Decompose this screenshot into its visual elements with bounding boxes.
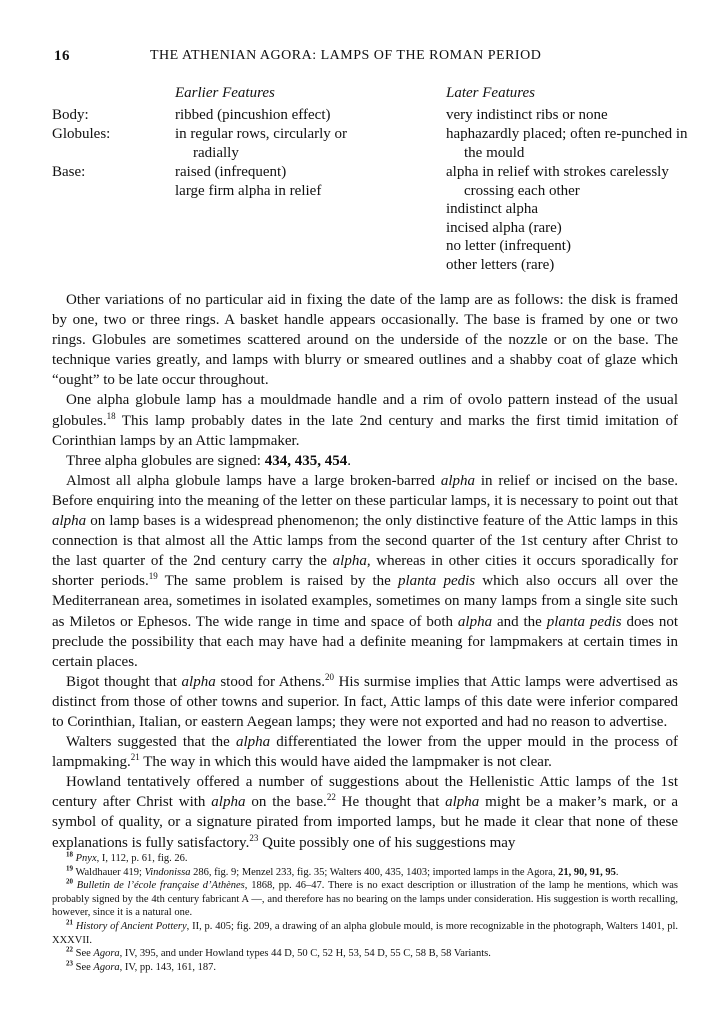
cell-line: ribbed (pincushion effect): [175, 107, 331, 123]
text-run: , II, p. 405; fig. 209, a drawing of an alpha globule mould, is more recognizable in the photograph, Walters 1401, pl. XXXVII.: [52, 920, 679, 946]
cell-line: very indistinct ribs or none: [446, 107, 608, 123]
text-run: stood for Athens.: [215, 673, 325, 690]
text-run: , IV, 395, and under Howland types 44 D, 50 C, 52 H, 53, 54 D, 55 C, 58 B, 58 Variants.: [119, 948, 491, 960]
catalogue-numbers: 21, 90, 91, 95: [558, 866, 616, 878]
footnote-number: 20: [66, 877, 73, 886]
footnote-ref[interactable]: 21: [130, 752, 140, 763]
footnote: [52, 879, 678, 920]
table-row-base: [52, 163, 682, 273]
cell-line: large firm alpha in relief: [175, 182, 322, 199]
text-run: Waldhauer 419;: [75, 866, 145, 878]
text-run: Howland tentatively offered a number of suggestions about the Hellenistic Attic lamps of the 1st century after Christ with: [52, 774, 678, 811]
italic-term: alpha: [52, 513, 87, 530]
row-label: Body:: [52, 107, 89, 123]
text-run: .: [615, 866, 619, 878]
earlier-cell: [175, 106, 445, 125]
footnote: [52, 920, 678, 947]
text-run: Quite possibly one of his suggestions may: [258, 834, 516, 851]
later-cell: [446, 125, 686, 162]
italic-term: alpha: [457, 613, 493, 630]
text-run: Walters suggested that the: [66, 734, 236, 751]
footnote: [52, 866, 678, 880]
table-header-row: [52, 84, 682, 106]
text-run: Three alpha globules are signed:: [66, 452, 265, 469]
cell-line: incised alpha (rare): [446, 219, 562, 236]
text-run: The way in which this would have aided the lampmaker is not clear.: [139, 754, 552, 771]
text-run: This lamp probably dates in the late 2nd century and marks the first timid imitation of Corinthian lamps by an Attic lampmaker.: [52, 412, 678, 449]
text-run: on lamp bases is a widespread phenomenon; the only distinctive feature of the Attic lamps in this connection is that almost all the Attic lamps from the second quarter of the 1st century after Christ to the last quarter of the 2nd century carry the: [52, 513, 678, 570]
italic-title: Bulletin de l’école française d’Athènes: [76, 880, 245, 892]
italic-term: alpha: [445, 794, 480, 811]
row-label: Base:: [52, 164, 86, 180]
footnote-number: 19: [66, 864, 73, 873]
text-run: Bigot thought that: [66, 673, 182, 690]
text-run: He thought that: [335, 794, 446, 811]
footnote-ref[interactable]: 20: [324, 671, 334, 682]
text-run: Almost all alpha globule lamps have a large broken-barred: [66, 472, 441, 489]
text-run: on the base.: [245, 794, 327, 811]
text-run: differentiated the lower from the upper mould in the process of lampmaking.: [52, 734, 679, 771]
text-run: The same problem is raised by the: [157, 573, 398, 590]
body-text: [52, 290, 678, 853]
later-cell: [446, 106, 686, 125]
italic-term: alpha: [440, 472, 475, 489]
italic-term: alpha: [332, 553, 367, 570]
features-table: [52, 84, 688, 273]
cell-line: haphazardly placed; often re-punched in the mould: [446, 126, 688, 161]
cell-line: in regular rows, circularly or radially: [175, 126, 348, 161]
paragraph: [52, 390, 678, 450]
row-label: Globules:: [52, 126, 111, 142]
footnotes: [52, 852, 678, 974]
running-header: [54, 48, 685, 70]
italic-term: planta pedis: [397, 573, 476, 590]
text-run: Other variations of no particular aid in fixing the date of the lamp are as follows: the disk is framed by one, two or three rings. A basket handle appears occasionally. The base is framed by one or two rings. Globules are sometimes scattered around on the underside of the nozzle or on the base. The technique varies greatly, and lamps with blurry or smeared outlines and a shabby coat of glaze which “ought” to be late occur throughout.: [52, 292, 678, 389]
earlier-cell: [175, 125, 445, 162]
column-header-earlier: Earlier Features: [175, 85, 275, 101]
text-run: One alpha globule lamp has a mouldmade handle and a rim of ovolo pattern instead of the usual globules.: [52, 392, 678, 429]
text-run: See: [75, 961, 94, 973]
page-number: 16: [54, 48, 70, 64]
cell-line: other letters (rare): [446, 256, 555, 273]
italic-term: alpha: [181, 673, 216, 690]
footnote-number: 21: [66, 918, 73, 927]
footnote-ref[interactable]: 22: [326, 792, 336, 803]
footnote-ref[interactable]: 23: [249, 832, 259, 843]
table-row-globules: [52, 125, 688, 163]
text-run: , I, 112, p. 61, fig. 26.: [96, 853, 188, 864]
table-row-body: [52, 106, 682, 125]
italic-title: Agora: [93, 961, 120, 973]
text-run: in relief or incised on the base. Before enquiring into the meaning of the letter on these particular lamps, it is necessary to point out that: [52, 472, 678, 509]
cell-line: alpha in relief with strokes carelessly crossing each other: [446, 164, 669, 199]
italic-title: Pnyx: [75, 853, 97, 864]
column-header-later: Later Features: [446, 85, 536, 101]
text-run: might be a maker’s mark, or a symbol of quality, or a signature pirated from imported lamps, but he made it clear that none of these explanations is fully satisfactory.: [52, 794, 678, 851]
paragraph: [52, 732, 678, 772]
text-run: , 1868, pp. 46–47. There is no exact description or illustration of the lamp he mentions, which was probably signed by the 4th century fabricant A —, and therefore has no bearing on the lamps under consideration. His suggestion is worth recalling, however, since it is a natural one.: [52, 880, 678, 919]
catalogue-numbers: 434, 435, 454: [264, 452, 348, 469]
text-run: does not preclude the possibility that each may have had a definite meaning for lampmakers at certain times in certain places.: [52, 613, 678, 670]
italic-term: alpha: [211, 794, 246, 811]
italic-title: Vindonissa: [144, 866, 191, 878]
text-run: , IV, pp. 143, 161, 187.: [119, 961, 217, 973]
footnote: [52, 852, 678, 866]
italic-title: Agora: [93, 948, 120, 960]
text-run: , whereas in other cities it occurs sporadically for shorter periods.: [52, 553, 679, 590]
footnote-number: 23: [66, 959, 73, 968]
paragraph: [52, 672, 678, 732]
paragraph: [52, 290, 678, 390]
paragraph: [52, 471, 678, 672]
text-run: 286, fig. 9; Menzel 233, fig. 35; Walters 400, 435, 1403; imported lamps in the Agora,: [190, 866, 559, 878]
text-run: and the: [492, 613, 547, 630]
text-run: See: [75, 948, 94, 960]
italic-term: planta pedis: [546, 613, 622, 630]
earlier-cell: [175, 163, 445, 200]
footnote-number: 18: [66, 850, 73, 859]
later-cell: [446, 163, 686, 274]
running-title: THE ATHENIAN AGORA: LAMPS OF THE ROMAN PERIOD: [150, 48, 542, 63]
text-run: .: [347, 452, 351, 469]
text-run: His surmise implies that Attic lamps were advertised as distinct from those of other towns and superior. In fact, Attic lamps of this date were inferior compared to Corinthian, Italian, or eastern Aegean lamps; they were not exported and had no reason to advertise.: [52, 673, 678, 730]
footnote-ref[interactable]: 18: [106, 410, 116, 421]
italic-term: alpha: [235, 734, 271, 751]
footnote-ref[interactable]: 19: [148, 571, 158, 582]
footnote: [52, 961, 678, 975]
italic-title: History of Ancient Pottery: [75, 920, 187, 932]
cell-line: no letter (infrequent): [446, 238, 571, 254]
cell-line: indistinct alpha: [446, 201, 539, 217]
paragraph: [52, 451, 678, 471]
footnote-number: 22: [66, 945, 73, 954]
footnote: [52, 947, 678, 961]
paragraph: [52, 772, 678, 852]
text-run: which also occurs all over the Mediterranean area, sometimes in isolated examples, sometimes on many lamps from a single site such as Miletos or Ephesos. The wide range in time and space of both: [52, 573, 678, 630]
cell-line: raised (infrequent): [175, 164, 287, 180]
